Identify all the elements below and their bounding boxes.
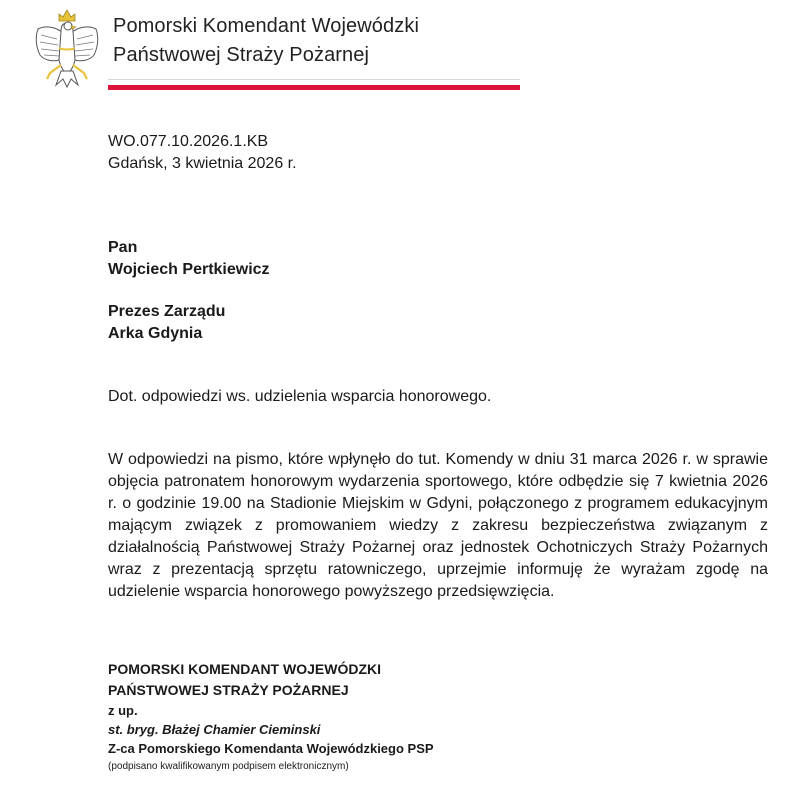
signature-block — [108, 659, 434, 775]
recipient-salutation: Pan — [108, 239, 138, 256]
reference-number: WO.077.10.2026.1.KB — [108, 133, 269, 150]
signer-role: Z-ca Pomorskiego Komendanta Wojewódzkiego PSP — [108, 741, 434, 756]
recipient-name: Wojciech Pertkiewicz — [108, 261, 270, 278]
recipient-organization: Arka Gdynia — [108, 325, 203, 342]
signature-title-line-1: POMORSKI KOMENDANT WOJEWÓDZKI — [108, 661, 381, 677]
letter-subject: Dot. odpowiedzi ws. udzielenia wsparcia honorowego. — [108, 388, 492, 405]
white-eagle-emblem-icon — [32, 5, 102, 91]
electronic-signature-note: (podpisano kwalifikowanym podpisem elektronicznym) — [108, 761, 349, 772]
place-and-date: Gdańsk, 3 kwietnia 2026 r. — [108, 155, 297, 172]
recipient-spacer — [108, 281, 270, 301]
signature-on-behalf: z up. — [108, 703, 138, 718]
recipient-position: Prezes Zarządu — [108, 303, 226, 320]
org-title-line-2: Państwowej Straży Pożarnej — [113, 44, 370, 66]
organization-title — [113, 12, 419, 70]
header-divider-thin — [108, 79, 520, 80]
org-title-line-1: Pomorski Komendant Wojewódzki — [113, 15, 419, 37]
header-red-bar — [108, 85, 520, 90]
recipient-block — [108, 237, 270, 345]
letter-body: W odpowiedzi na pismo, które wpłynęło do tut. Komendy w dniu 31 marca 2026 r. w sprawie objęcia patronatem honorowym wydarzenia sportowego, które odbędzie się 7 kwietnia 2026 r. o godzinie 19.00 na Stadionie Miejskim w Gdyni, połączonego z programem edukacyjnym mającym związek z promowaniem wiedzy z zakresu bezpieczeństwa związanym z działalnością Państwowej Straży Pożarnej oraz jednostek Ochotniczych Straży Pożarnych wraz z prezentacją sprzętu ratowniczego, uprzejmie informuję że wyrażam zgodę na udzielenie wsparcia honorowego powyższego przedsięwzięcia. — [108, 451, 768, 600]
signer-name: st. bryg. Błażej Chamier Cieminski — [108, 722, 321, 737]
letter-meta — [108, 131, 297, 175]
signature-title-line-2: PAŃSTWOWEJ STRAŻY POŻARNEJ — [108, 682, 349, 698]
